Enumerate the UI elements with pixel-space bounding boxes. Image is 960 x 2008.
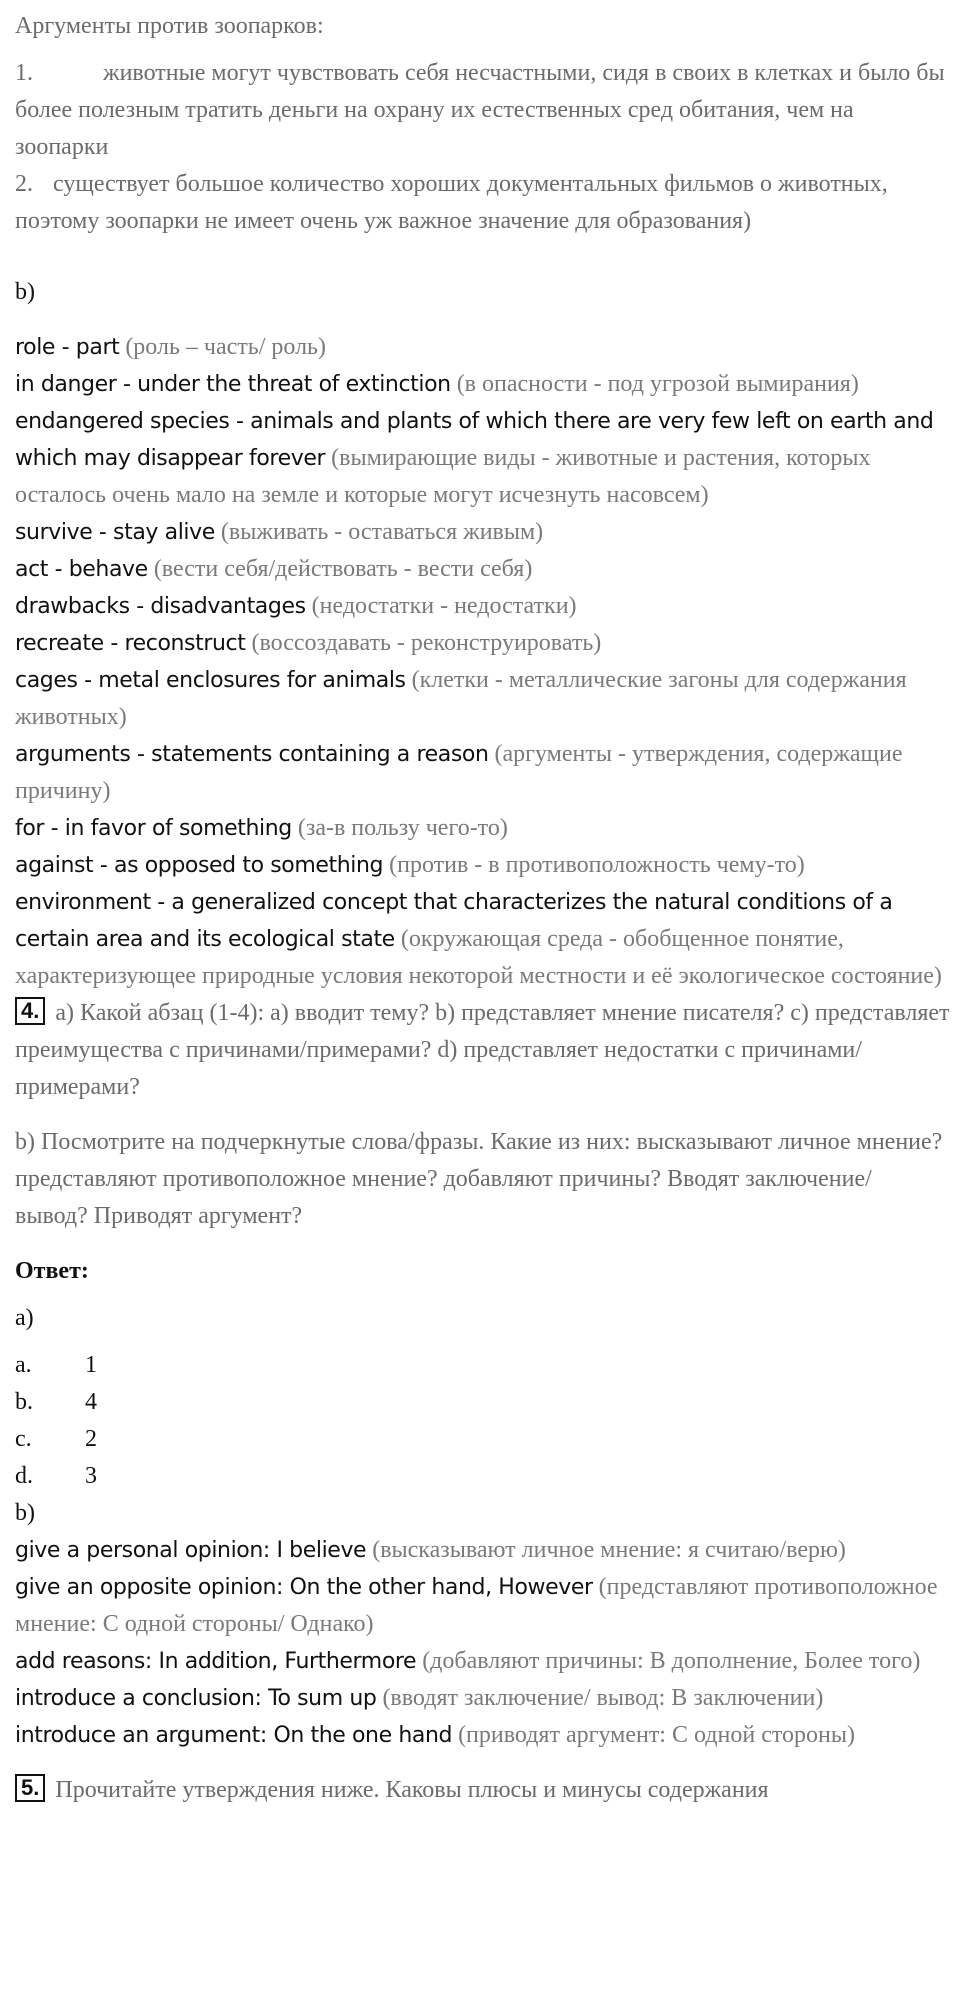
answer-b-russian: (представляют противоположное мнение: С одной стороны/ Однако) [15,1574,938,1637]
document-page [15,0,950,1809]
vocab-russian: (недостатки - недостатки) [311,593,577,619]
answer-letter: a. [15,1352,32,1378]
vocab-item [15,847,950,884]
vocab-item [15,514,950,551]
answer-a-item [15,1458,950,1495]
answer-b-item [15,1680,950,1717]
answer-b-item [15,1717,950,1754]
against-item-number: 1. [15,60,33,86]
vocabulary-list [15,329,950,995]
vocab-english: role - part [15,335,120,360]
vocab-russian: (выживать - оставаться живым) [220,519,544,545]
vocab-russian: (роль – часть/ роль) [125,334,326,360]
vocab-russian: (аргументы - утверждения, содержащие причину) [15,741,903,804]
vocab-russian: (окружающая среда - обобщенное понятие, характеризующее природные условия некоторой местности и её экологическое состояние) [15,926,942,989]
task-5 [15,1772,950,1809]
vocab-item [15,736,950,810]
part-b-label: b) [15,279,35,305]
answer-a-item [15,1347,950,1384]
vocab-russian: (в опасности - под угрозой вымирания) [456,371,859,397]
vocab-russian: (клетки - металлические загоны для содержания животных) [15,667,907,730]
vocab-item [15,810,950,847]
answer-b-english: add reasons: In addition, Furthermore [15,1649,417,1674]
vocab-russian: (вымирающие виды - животные и растения, которых осталось очень мало на земле и которые могут исчезнуть насовсем) [15,445,871,508]
vocab-item [15,625,950,662]
task-5-text: Прочитайте утверждения ниже. Каковы плюсы и минусы содержания [55,1777,769,1803]
answer-label: Ответ: [15,1258,89,1284]
vocab-english: survive - stay alive [15,520,215,545]
against-item-2 [15,166,950,240]
answer-b-label: b) [15,1500,35,1526]
vocab-item [15,366,950,403]
vocab-russian: (за-в пользу чего-то) [297,815,508,841]
answer-b-russian: (вводят заключение/ вывод: В заключении) [382,1685,824,1711]
vocab-russian: (воссоздавать - реконструировать) [251,630,602,656]
answer-letter: c. [15,1426,32,1452]
against-item-1 [15,55,950,166]
vocab-english: arguments - statements containing a reason [15,742,489,767]
vocab-item [15,403,950,514]
answer-a-item [15,1384,950,1421]
answer-letter: b. [15,1389,33,1415]
task-5-number: 5. [15,1774,45,1802]
answer-b-item [15,1532,950,1569]
vocab-russian: (против - в противоположность чему-то) [389,852,805,878]
vocab-english: in danger - under the threat of extinction [15,372,451,397]
vocab-russian: (вести себя/действовать - вести себя) [153,556,533,582]
against-item-text: существует большое количество хороших документальных фильмов о животных, поэтому зоопарки не имеет очень уж важное значение для образования) [15,171,888,234]
against-intro: Аргументы против зоопарков: [15,13,324,39]
answer-value: 4 [85,1389,97,1415]
vocab-english: act - behave [15,557,148,582]
vocab-english: against - as opposed to something [15,853,384,878]
vocab-english: recreate - reconstruct [15,631,246,656]
answer-b-russian: (добавляют причины: В дополнение, Более того) [422,1648,921,1674]
answer-a-label: a) [15,1305,34,1331]
answer-letter: d. [15,1463,33,1489]
answer-a-list [15,1347,950,1495]
vocab-english: drawbacks - disadvantages [15,594,306,619]
vocab-english: cages - metal enclosures for animals [15,668,406,693]
answer-b-english: introduce an argument: On the one hand [15,1723,453,1748]
vocab-item [15,884,950,995]
answer-b-russian: (приводят аргумент: С одной стороны) [458,1722,855,1748]
answer-value: 3 [85,1463,97,1489]
answer-value: 1 [85,1352,97,1378]
task-4-number: 4. [15,997,45,1025]
task-4-a-text: a) Какой абзац (1-4): a) вводит тему? b) представляет мнение писателя? c) представляет преимущества с причинами/примерами? d) представляет недостатки с причинами/примерами? [15,1000,950,1100]
against-item-text: животные могут чувствовать себя несчастными, сидя в своих в клетках и было бы более полезным тратить деньги на охрану их естественных сред обитания, чем на зоопарки [15,60,945,160]
vocab-english: endangered species - animals and plants of which there are very few left on earth and which may disappear forever [15,409,934,471]
answer-b-list [15,1532,950,1754]
vocab-english: environment - a generalized concept that characterizes the natural conditions of a certain area and its ecological state [15,890,893,952]
task-4-part-b: b) Посмотрите на подчеркнутые слова/фразы. Какие из них: высказывают личное мнение? представляют противоположное мнение? добавляют причины? Вводят заключение/ вывод? Приводят аргумент? [15,1129,943,1229]
answer-a-item [15,1421,950,1458]
answer-b-english: give a personal opinion: I believe [15,1538,367,1563]
answer-b-english: give an opposite opinion: On the other hand, However [15,1575,593,1600]
vocab-item [15,551,950,588]
vocab-item [15,588,950,625]
answer-b-item [15,1569,950,1643]
against-item-number: 2. [15,171,33,197]
vocab-item [15,329,950,366]
vocab-item [15,662,950,736]
answer-b-item [15,1643,950,1680]
task-4-part-a [15,995,950,1106]
answer-value: 2 [85,1426,97,1452]
vocab-english: for - in favor of something [15,816,292,841]
answer-b-english: introduce a conclusion: To sum up [15,1686,377,1711]
answer-b-russian: (высказывают личное мнение: я считаю/верю) [372,1537,846,1563]
